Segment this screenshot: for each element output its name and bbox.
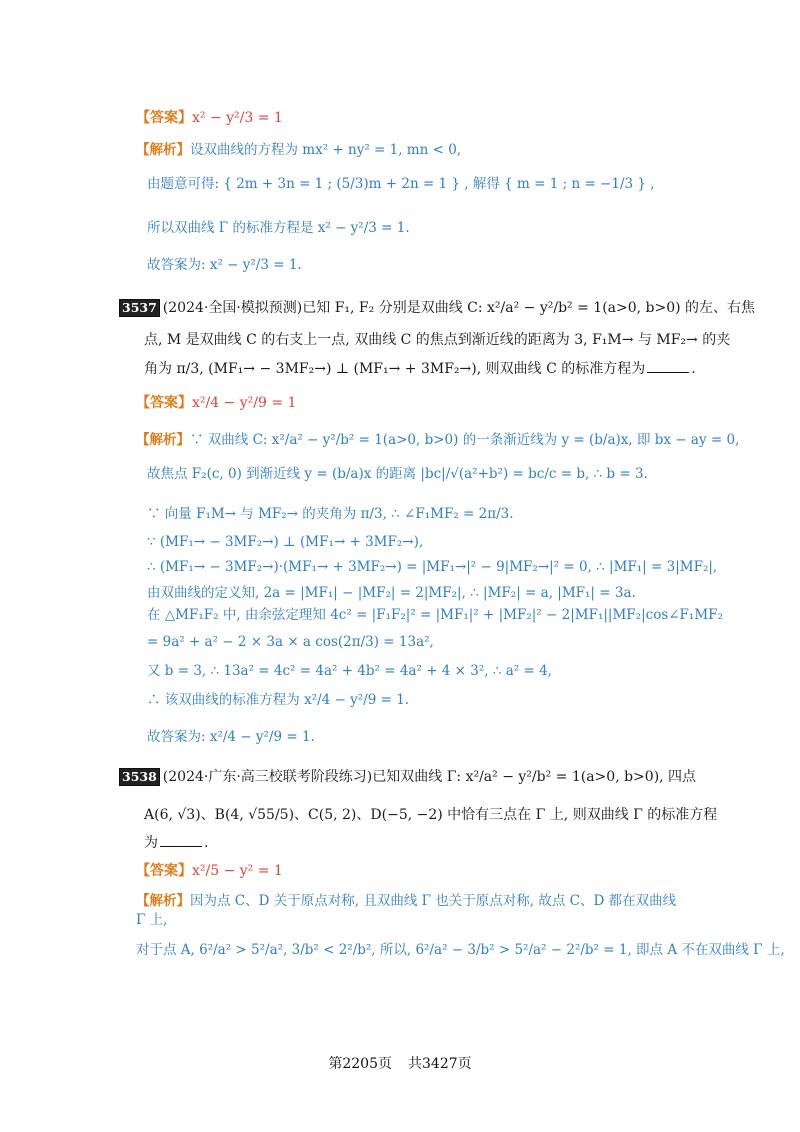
analysis-tag: 【解析】: [136, 893, 190, 909]
analysis-line: 由题意可得: { 2m + 3n = 1 ; (5/3)m + 2n = 1 } , 解得 { m = 1 ; n = −1/3 } ,: [147, 176, 655, 192]
analysis-line: 故答案为: x² − y²/3 = 1.: [147, 257, 302, 273]
analysis-line: Γ 上,: [136, 912, 168, 928]
page-footer: [0, 1053, 800, 1073]
analysis-line: 在 △MF₁F₂ 中, 由余弦定理知 4c² = |F₁F₂|² = |MF₁|² + |MF₂|² − 2|MF₁||MF₂|cos∠F₁MF₂: [147, 607, 723, 623]
answer-blank: [647, 360, 689, 373]
problem-stem-text: (2024·广东·高三校联考阶段练习)已知双曲线 Γ: x²/a² − y²/b² = 1(a>0, b>0), 四点: [162, 769, 697, 785]
answer-blank: [160, 834, 202, 847]
analysis-line: ∴ (MF₁→ − 3MF₂→)·(MF₁→ + 3MF₂→) = |MF₁→|² − 9|MF₂→|² = 0, ∴ |MF₁| = 3|MF₂|,: [147, 559, 718, 575]
problem-stem-line: 点, M 是双曲线 C 的右支上一点, 双曲线 C 的焦点到渐近线的距离为 3, F₁M→ 与 MF₂→ 的夹: [144, 332, 731, 348]
total-pages: 共3427页: [408, 1056, 472, 1072]
analysis-line: 故答案为: x²/4 − y²/9 = 1.: [147, 729, 315, 745]
problem-3537-stem: [119, 299, 755, 317]
answer-text: x²/4 − y²/9 = 1: [192, 395, 297, 411]
problem-stem-text: (2024·全国·模拟预测)已知 F₁, F₂ 分别是双曲线 C: x²/a² − y²/b² = 1(a>0, b>0) 的左、右焦: [162, 300, 756, 316]
analysis-text: 因为点 C、D 关于原点对称, 且双曲线 Γ 也关于原点对称, 故点 C、D 都在双曲线: [190, 893, 677, 909]
analysis-line: 故焦点 F₂(c, 0) 到渐近线 y = (b/a)x 的距离 |bc|/√(a²+b²) = bc/c = b, ∴ b = 3.: [147, 466, 648, 482]
problem-stem-end: .: [691, 361, 696, 377]
analysis-text: ∵ 双曲线 C: x²/a² − y²/b² = 1(a>0, b>0) 的一条渐近线为 y = (b/a)x, 即 bx − ay = 0,: [190, 432, 740, 448]
analysis-line: ∴ 该双曲线的标准方程为 x²/4 − y²/9 = 1.: [147, 692, 410, 708]
problem-stem-text: 为: [144, 835, 158, 851]
answer-text: x²/5 − y² = 1: [192, 863, 283, 879]
analysis-line: [136, 141, 461, 159]
answer-line: [136, 862, 283, 880]
problem-stem-end: .: [204, 835, 209, 851]
answer-line: [136, 394, 296, 412]
problem-3538-stem: [119, 768, 696, 786]
analysis-line: ∵ 向量 F₁M→ 与 MF₂→ 的夹角为 π/3, ∴ ∠F₁MF₂ = 2π/3.: [147, 506, 514, 522]
problem-stem-line: [144, 360, 696, 378]
analysis-line: 由双曲线的定义知, 2a = |MF₁| − |MF₂| = 2|MF₂|, ∴ |MF₂| = a, |MF₁| = 3a.: [147, 585, 636, 601]
analysis-text: 设双曲线的方程为 mx² + ny² = 1, mn < 0,: [190, 142, 462, 158]
analysis-line: 所以双曲线 Γ 的标准方程是 x² − y²/3 = 1.: [147, 220, 410, 236]
analysis-tag: 【解析】: [136, 142, 190, 158]
problem-stem-line: A(6, √3)、B(4, √55/5)、C(5, 2)、D(−5, −2) 中恰有三点在 Γ 上, 则双曲线 Γ 的标准方程: [144, 807, 718, 823]
analysis-line: = 9a² + a² − 2 × 3a × a cos(2π/3) = 13a²,: [147, 634, 434, 650]
problem-number-badge: 3538: [119, 768, 160, 786]
analysis-line: [136, 892, 676, 910]
answer-tag: 【答案】: [136, 110, 192, 126]
analysis-line: [136, 431, 739, 449]
analysis-tag: 【解析】: [136, 432, 190, 448]
answer-text: x² − y²/3 = 1: [192, 110, 283, 126]
page-number: 第2205页: [328, 1056, 392, 1072]
analysis-line: 又 b = 3, ∴ 13a² = 4c² = 4a² + 4b² = 4a² + 4 × 3², ∴ a² = 4,: [147, 663, 552, 679]
answer-line: [136, 109, 283, 127]
answer-tag: 【答案】: [136, 395, 192, 411]
analysis-line: ∵ (MF₁→ − 3MF₂→) ⊥ (MF₁→ + 3MF₂→),: [147, 534, 424, 550]
problem-stem-line: [144, 834, 208, 852]
problem-stem-text: 角为 π/3, (MF₁→ − 3MF₂→) ⊥ (MF₁→ + 3MF₂→), 则双曲线 C 的标准方程为: [144, 361, 646, 377]
problem-number-badge: 3537: [119, 299, 160, 317]
analysis-line: 对于点 A, 6²/a² > 5²/a², 3/b² < 2²/b², 所以, 6²/a² − 3/b² > 5²/a² − 2²/b² = 1, 即点 A 不在双曲线 Γ 上,: [136, 942, 785, 958]
answer-tag: 【答案】: [136, 863, 192, 879]
